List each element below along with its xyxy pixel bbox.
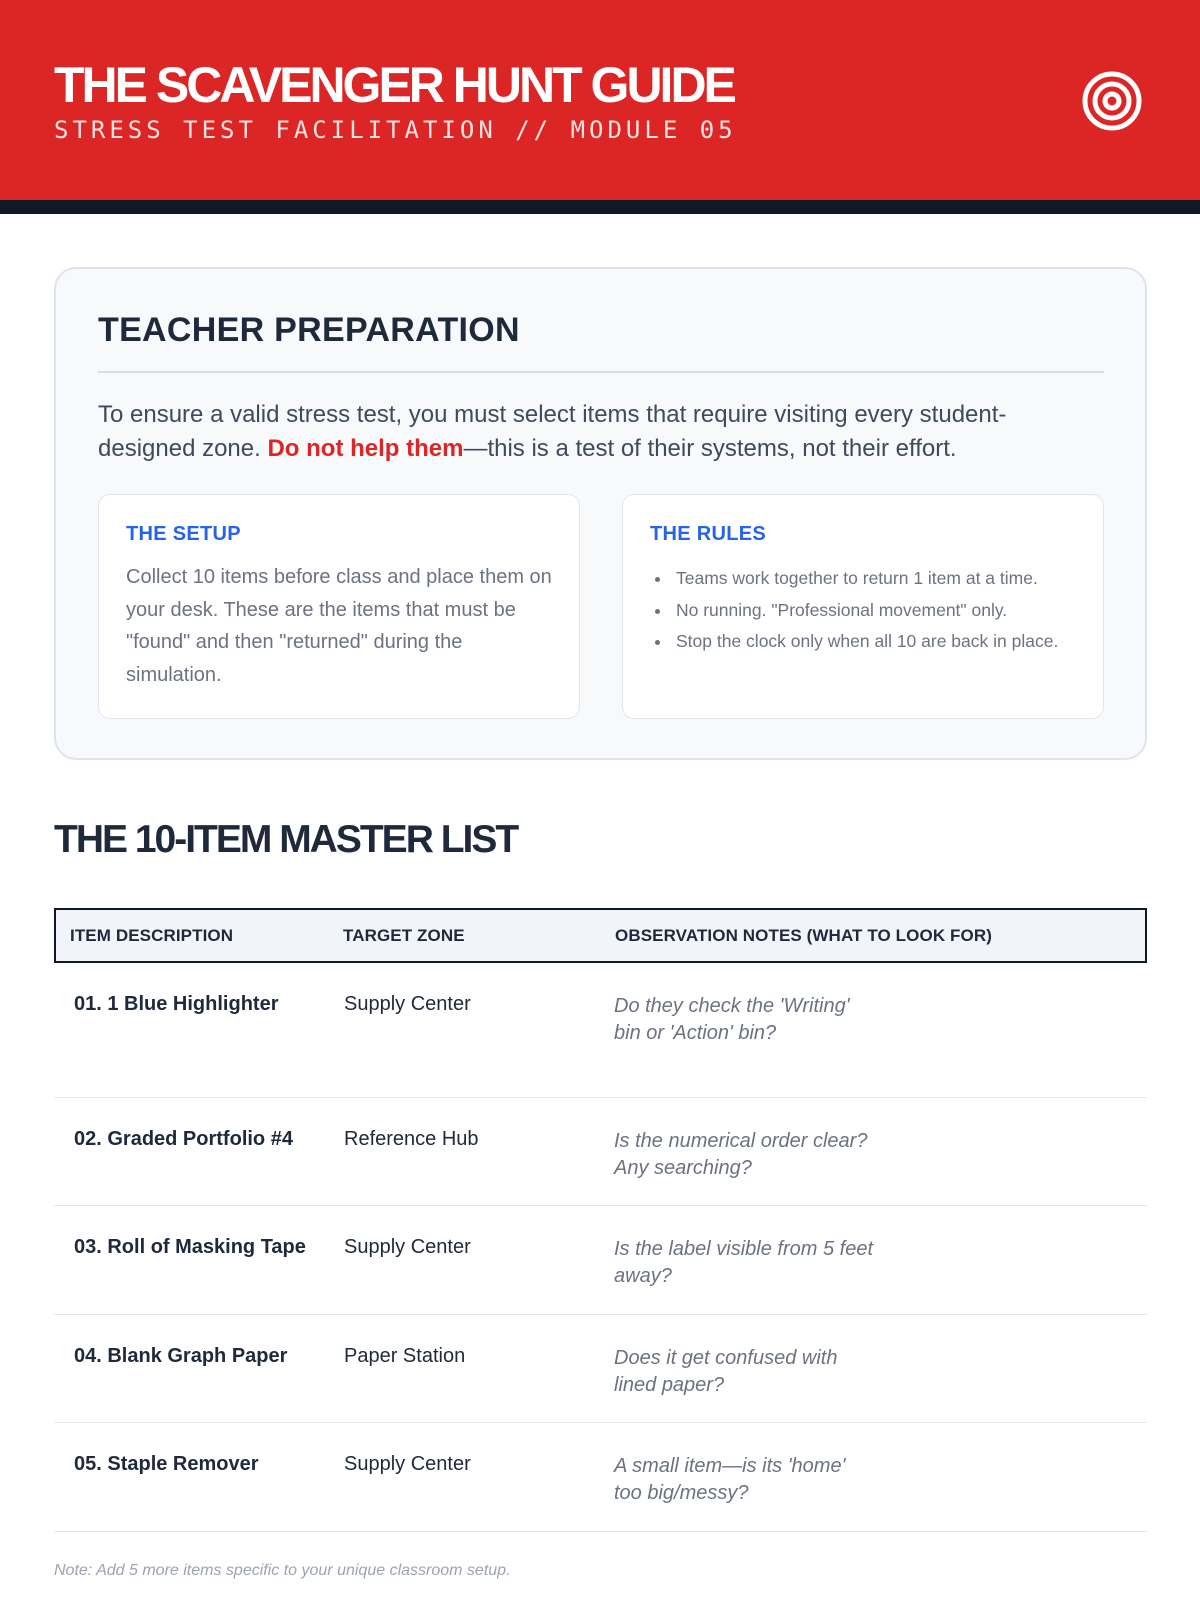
column-header-item: ITEM DESCRIPTION <box>70 926 234 945</box>
table-row <box>54 1315 1147 1423</box>
intro-text-end: —this is a test of their systems, not their effort. <box>463 435 957 462</box>
rules-list <box>650 563 1090 658</box>
observation-note: Do they check the 'Writing' bin or 'Action' bin? <box>614 995 850 1044</box>
table-header <box>54 908 1147 963</box>
rules-title: THE RULES <box>650 523 767 545</box>
master-list-title: THE 10-ITEM MASTER LIST <box>54 818 518 861</box>
warning-text: Do not help them <box>267 435 464 462</box>
item-description: 04. Blank Graph Paper <box>74 1345 288 1367</box>
rule-item: Stop the clock only when all 10 are back in place. <box>650 626 1090 658</box>
observation-note: Does it get confused with lined paper? <box>614 1347 838 1396</box>
intro-text: To ensure a valid stress test, you must select items that require visiting every student-designed zone. <box>98 401 1007 462</box>
footer-note: Note: Add 5 more items specific to your unique classroom setup. <box>54 1562 511 1579</box>
table-row <box>54 1098 1147 1206</box>
page-title: THE SCAVENGER HUNT GUIDE <box>54 57 734 113</box>
table-row <box>54 1423 1147 1532</box>
rule-item: Teams work together to return 1 item at a time. <box>650 563 1090 595</box>
setup-card <box>98 494 580 719</box>
prep-intro <box>98 398 1098 466</box>
page-subtitle: STRESS TEST FACILITATION // MODULE 05 <box>54 116 737 144</box>
rule-item: No running. "Professional movement" only. <box>650 595 1090 627</box>
table-row <box>54 1206 1147 1315</box>
item-description: 02. Graded Portfolio #4 <box>74 1128 293 1150</box>
column-header-zone: TARGET ZONE <box>343 926 465 945</box>
rules-card <box>622 494 1104 719</box>
column-header-notes: OBSERVATION NOTES (WHAT TO LOOK FOR) <box>615 926 992 945</box>
section-title: TEACHER PREPARATION <box>98 311 520 349</box>
observation-note: A small item—is its 'home' too big/messy? <box>614 1455 846 1504</box>
item-description: 03. Roll of Masking Tape <box>74 1236 306 1258</box>
observation-note: Is the label visible from 5 feet away? <box>614 1238 874 1287</box>
target-icon <box>1081 70 1143 132</box>
teacher-preparation-card <box>54 267 1147 760</box>
divider <box>98 371 1104 373</box>
target-zone: Supply Center <box>344 1453 471 1475</box>
target-zone: Reference Hub <box>344 1128 479 1150</box>
observation-note: Is the numerical order clear? Any searching? <box>614 1130 868 1179</box>
target-zone: Paper Station <box>344 1345 466 1367</box>
target-zone: Supply Center <box>344 1236 471 1258</box>
header-banner <box>0 0 1200 200</box>
setup-text: Collect 10 items before class and place them on your desk. These are the items that must be "found" and then "returned" during the simulation. <box>126 566 552 686</box>
setup-title: THE SETUP <box>126 523 241 545</box>
table-row <box>54 963 1147 1098</box>
item-description: 01. 1 Blue Highlighter <box>74 993 279 1015</box>
target-zone: Supply Center <box>344 993 471 1015</box>
item-description: 05. Staple Remover <box>74 1453 259 1475</box>
header-divider <box>0 200 1200 214</box>
